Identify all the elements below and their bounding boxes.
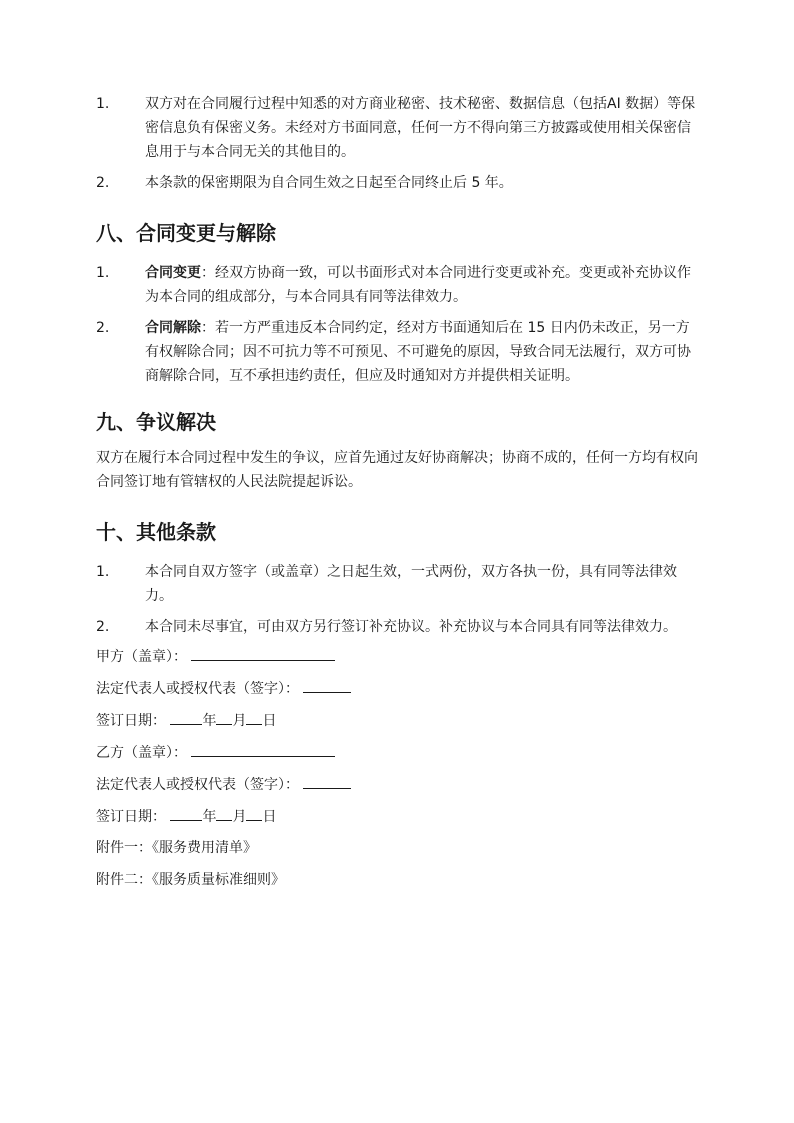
rep-a-label: 法定代表人或授权代表（签字）： [96,681,299,697]
rep-a-blank [303,678,351,693]
list-number: 2. [96,320,110,336]
list-number: 1. [96,265,110,281]
signature-block [96,646,700,902]
day-blank [246,806,262,821]
dispute-paragraph: 双方在履行本合同过程中发生的争议，应首先通过友好协商解决；协商不成的，任何一方均有权向合同签订地有管辖权的人民法院提起诉讼。 [96,450,698,490]
other-terms-list [96,560,700,639]
confidentiality-list [96,92,700,195]
party-b-blank [191,742,335,757]
attachment-line: 附件一：《服务费用清单》 [96,840,257,856]
year-label: 年 [202,809,217,825]
section-heading-dispute: 九、争议解决 [96,410,216,434]
date-a-label: 签订日期： [96,713,166,729]
list-item [96,316,700,388]
section-heading-change-termination: 八、合同变更与解除 [96,221,276,245]
term-description: ：经双方协商一致，可以书面形式对本合同进行变更或补充。变更或补充协议作为本合同的组成部分，与本合同具有同等法律效力。 [145,265,691,305]
year-blank [170,806,202,821]
rep-b-label: 法定代表人或授权代表（签字）： [96,777,299,793]
section-heading-other-terms: 十、其他条款 [96,520,216,544]
day-label: 日 [262,809,277,825]
month-label: 月 [232,809,247,825]
term-label: 合同变更 [145,265,201,281]
attachment-line: 附件二：《服务质量标准细则》 [96,872,285,888]
rep-b-sign-line [96,774,700,806]
year-blank [170,710,202,725]
list-text [145,261,700,309]
contract-page [96,92,700,902]
list-text: 本合同自双方签字（或盖章）之日起生效，一式两份，双方各执一份，具有同等法律效力。 [145,564,677,604]
party-a-blank [191,646,335,661]
rep-b-blank [303,774,351,789]
list-number: 2. [96,175,110,191]
day-label: 日 [262,713,277,729]
month-blank [216,806,232,821]
list-text: 本合同未尽事宜，可由双方另行签订补充协议。补充协议与本合同具有同等法律效力。 [145,619,677,635]
party-a-label: 甲方（盖章）： [96,649,187,665]
month-label: 月 [232,713,247,729]
party-b-seal-line [96,742,700,774]
date-b-label: 签订日期： [96,809,166,825]
list-item [96,615,700,639]
party-b-label: 乙方（盖章）： [96,745,187,761]
date-b-line [96,806,700,838]
list-item [96,560,700,608]
list-item [96,92,700,164]
list-item [96,261,700,309]
list-number: 1. [96,564,110,580]
day-blank [246,710,262,725]
list-item [96,171,700,195]
list-number: 2. [96,619,110,635]
year-label: 年 [202,713,217,729]
rep-a-sign-line [96,678,700,710]
list-text [145,316,700,388]
term-label: 合同解除 [145,320,201,336]
list-number: 1. [96,96,110,112]
month-blank [216,710,232,725]
term-description: ：若一方严重违反本合同约定，经对方书面通知后在 15 日内仍未改正，另一方有权解除合同；因不可抗力等不可预见、不可避免的原因，导致合同无法履行，双方可协商解除合同，互不承担违约责任，但应及时通知对方并提供相关证明。 [145,320,691,384]
date-a-line [96,710,700,742]
change-termination-list [96,261,700,388]
list-text: 本条款的保密期限为自合同生效之日起至合同终止后 5 年。 [145,175,513,191]
party-a-seal-line [96,646,700,678]
list-text: 双方对在合同履行过程中知悉的对方商业秘密、技术秘密、数据信息（包括AI 数据）等保密信息负有保密义务。未经对方书面同意，任何一方不得向第三方披露或使用相关保密信息用于与本合同无关的其他目的。 [145,96,696,160]
